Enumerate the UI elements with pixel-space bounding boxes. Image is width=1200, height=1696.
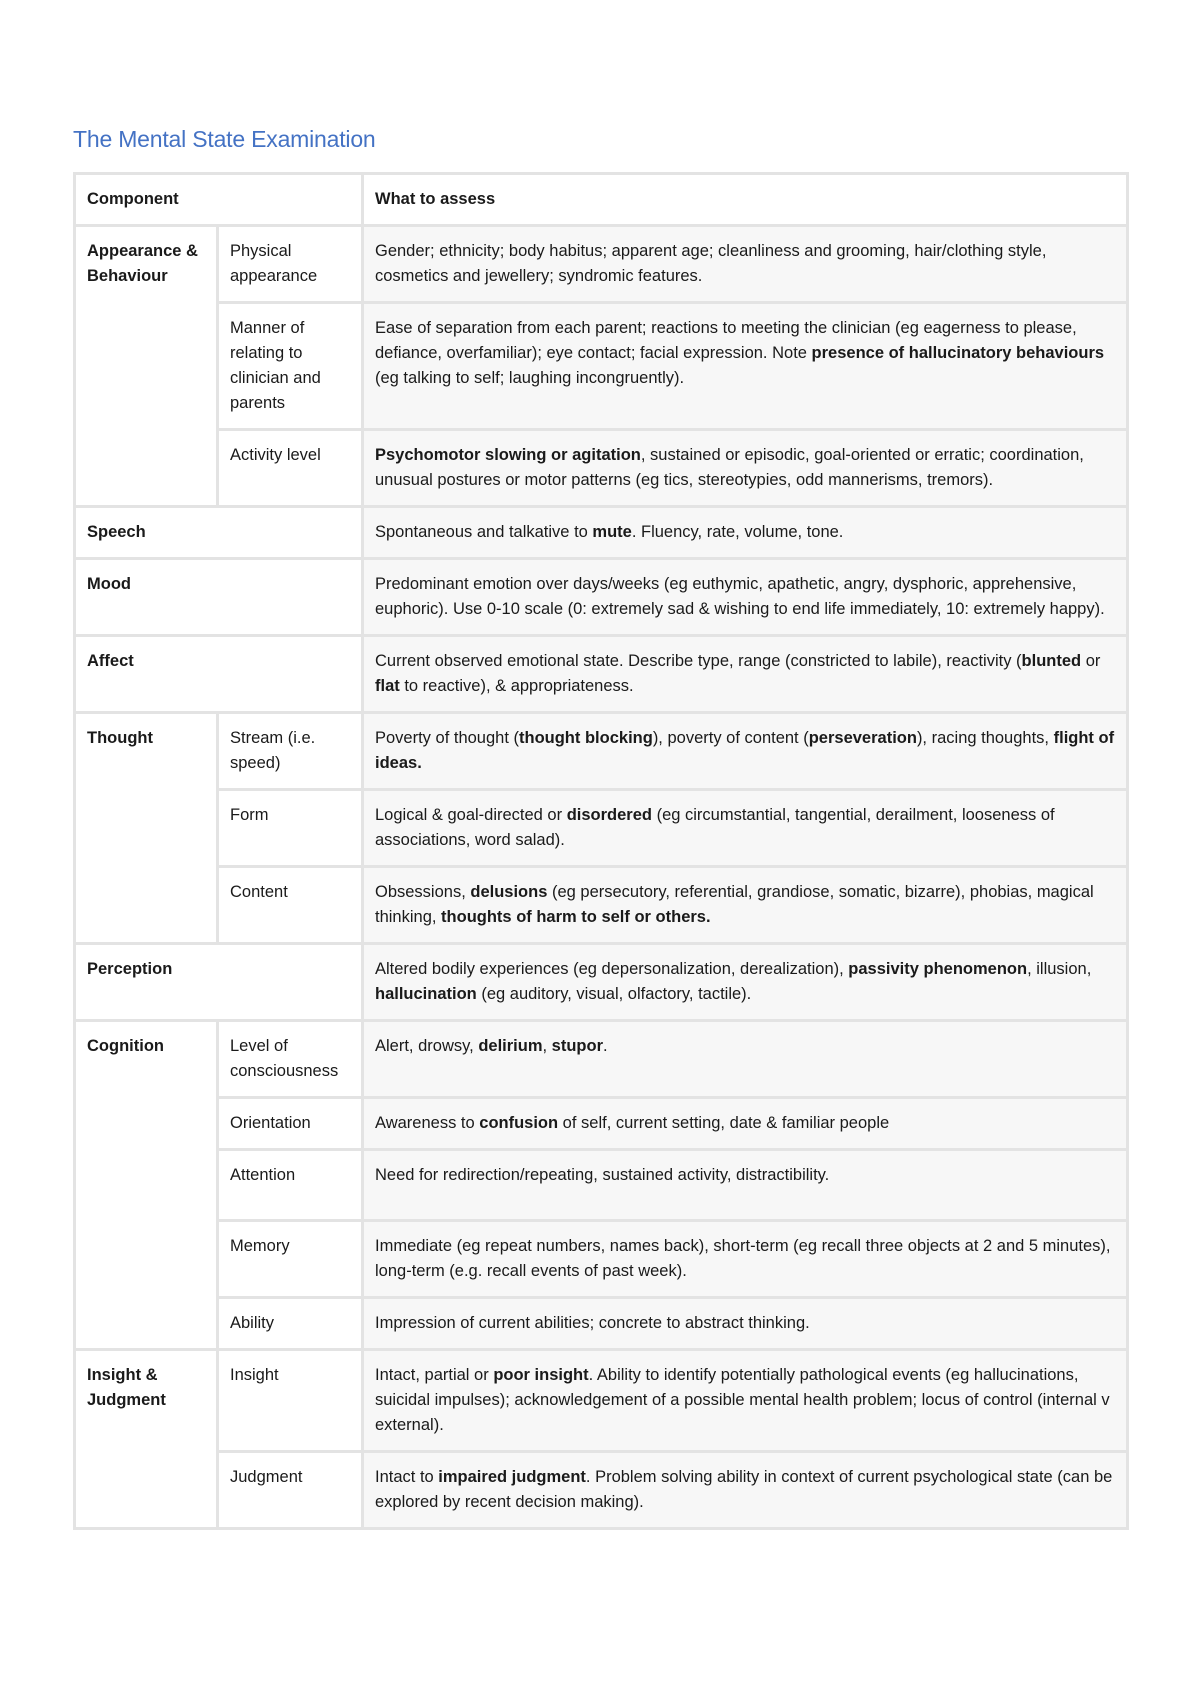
bold-term: thought blocking bbox=[519, 729, 653, 747]
bold-term: delirium bbox=[478, 1037, 543, 1055]
bold-term: stupor bbox=[551, 1037, 604, 1055]
assessment-description bbox=[363, 507, 1128, 559]
subcomponent-activity-level: Activity level bbox=[218, 430, 363, 507]
mse-table-body bbox=[75, 174, 1128, 1529]
text-segment: Need for redirection/repeating, sustained activity, distractibility. bbox=[375, 1166, 830, 1184]
text-segment: Predominant emotion over days/weeks (eg euthymic, apathetic, angry, dysphoric, apprehensive, euphoric). Use 0-10 scale (0: extremely sad & wishing to end life immediately, 10: extremely happy). bbox=[375, 575, 1105, 618]
assessment-description bbox=[363, 303, 1128, 430]
mse-table bbox=[73, 172, 1129, 1530]
bold-term: delusions bbox=[470, 883, 548, 901]
text-segment: Gender; ethnicity; body habitus; apparent age; cleanliness and grooming, hair/clothing style, cosmetics and jewellery; syndromic features. bbox=[375, 242, 1047, 285]
text-segment: . bbox=[603, 1037, 608, 1055]
bold-term: flat bbox=[375, 677, 400, 695]
assessment-description bbox=[363, 1350, 1128, 1452]
subcomponent-content: Content bbox=[218, 867, 363, 944]
bold-term: perseveration bbox=[808, 729, 917, 747]
assessment-description bbox=[363, 944, 1128, 1021]
table-row bbox=[75, 790, 1128, 867]
assessment-description bbox=[363, 636, 1128, 713]
bold-term: passivity phenomenon bbox=[848, 960, 1028, 978]
table-row bbox=[75, 226, 1128, 303]
subcomponent-form: Form bbox=[218, 790, 363, 867]
table-row bbox=[75, 507, 1128, 559]
table-row bbox=[75, 713, 1128, 790]
subcomponent-level-of-consciousness: Level of consciousness bbox=[218, 1021, 363, 1098]
text-segment: Intact, partial or bbox=[375, 1366, 494, 1384]
text-segment: Awareness to bbox=[375, 1114, 480, 1132]
assessment-description bbox=[363, 1150, 1128, 1221]
bold-term: poor insight bbox=[493, 1366, 589, 1384]
bold-term: mute bbox=[592, 523, 632, 541]
subcomponent-manner-of-relating-to-clinician-and-parents: Manner of relating to clinician and parents bbox=[218, 303, 363, 430]
subcomponent-memory: Memory bbox=[218, 1221, 363, 1298]
text-segment: Logical & goal-directed or bbox=[375, 806, 567, 824]
table-row bbox=[75, 1350, 1128, 1452]
bold-term: disordered bbox=[566, 806, 652, 824]
text-segment: (eg talking to self; laughing incongruently). bbox=[375, 369, 685, 387]
text-segment: (eg persecutory, referential, grandiose, somatic, bizarre), phobias, magical thinking, bbox=[375, 883, 1094, 926]
text-segment: . Ability to identify potentially pathological events (eg hallucinations, suicidal impulses); acknowledgement of a possible mental health problem; locus of control (internal v external). bbox=[375, 1366, 1110, 1434]
text-segment: Intact to bbox=[375, 1468, 439, 1486]
text-segment: Spontaneous and talkative to bbox=[375, 523, 593, 541]
assessment-description bbox=[363, 1452, 1128, 1529]
text-segment: to reactive), & appropriateness. bbox=[399, 677, 634, 695]
subcomponent-ability: Ability bbox=[218, 1298, 363, 1350]
text-segment: Impression of current abilities; concrete to abstract thinking. bbox=[375, 1314, 810, 1332]
text-segment: ), racing thoughts, bbox=[916, 729, 1054, 747]
text-segment: of self, current setting, date & familiar people bbox=[558, 1114, 890, 1132]
subcomponent-judgment: Judgment bbox=[218, 1452, 363, 1529]
bold-term: Psychomotor slowing or agitation bbox=[375, 446, 641, 464]
bold-term: blunted bbox=[1021, 652, 1082, 670]
text-segment: Immediate (eg repeat numbers, names back), short-term (eg recall three objects at 2 and 5 minutes), long-term (e.g. recall events of past week). bbox=[375, 1237, 1111, 1280]
assessment-description bbox=[363, 867, 1128, 944]
bold-term: impaired judgment bbox=[438, 1468, 586, 1486]
subcomponent-stream-i-e-speed: Stream (i.e. speed) bbox=[218, 713, 363, 790]
subcomponent-orientation: Orientation bbox=[218, 1098, 363, 1150]
text-segment: . Problem solving ability in context of current psychological state (can be explored by recent decision making). bbox=[375, 1468, 1113, 1511]
text-segment: Alert, drowsy, bbox=[375, 1037, 479, 1055]
text-segment: ), poverty of content ( bbox=[652, 729, 809, 747]
text-segment: (eg auditory, visual, olfactory, tactile). bbox=[476, 985, 752, 1003]
table-row bbox=[75, 1221, 1128, 1298]
assessment-description bbox=[363, 790, 1128, 867]
table-row bbox=[75, 944, 1128, 1021]
text-segment: Poverty of thought ( bbox=[375, 729, 519, 747]
text-segment: , bbox=[542, 1037, 552, 1055]
text-segment: , sustained or episodic, goal-oriented or erratic; coordination, unusual postures or motor patterns (eg tics, stereotypies, odd mannerisms, tremors). bbox=[375, 446, 1084, 489]
text-segment: , illusion, bbox=[1027, 960, 1092, 978]
table-row bbox=[75, 1021, 1128, 1098]
table-row bbox=[75, 303, 1128, 430]
category-thought: Thought bbox=[75, 713, 218, 944]
bold-term: confusion bbox=[479, 1114, 559, 1132]
text-segment: Obsessions, bbox=[375, 883, 471, 901]
category-speech: Speech bbox=[75, 507, 363, 559]
text-segment: (eg circumstantial, tangential, derailment, looseness of associations, word salad). bbox=[375, 806, 1055, 849]
category-insight-judgment: Insight & Judgment bbox=[75, 1350, 218, 1529]
header-component: Component bbox=[75, 174, 363, 226]
table-row bbox=[75, 559, 1128, 636]
assessment-description bbox=[363, 1098, 1128, 1150]
page-title: The Mental State Examination bbox=[73, 126, 376, 152]
category-perception: Perception bbox=[75, 944, 363, 1021]
assessment-description bbox=[363, 559, 1128, 636]
bold-term: flight of ideas. bbox=[375, 729, 1115, 772]
category-mood: Mood bbox=[75, 559, 363, 636]
text-segment: Current observed emotional state. Describe type, range (constricted to labile), reactivity ( bbox=[375, 652, 1022, 670]
table-row bbox=[75, 1298, 1128, 1350]
assessment-description bbox=[363, 1221, 1128, 1298]
category-cognition: Cognition bbox=[75, 1021, 218, 1350]
table-row bbox=[75, 1098, 1128, 1150]
assessment-description bbox=[363, 430, 1128, 507]
subcomponent-attention: Attention bbox=[218, 1150, 363, 1221]
bold-term: hallucination bbox=[375, 985, 477, 1003]
text-segment: or bbox=[1081, 652, 1101, 670]
text-segment: Ease of separation from each parent; reactions to meeting the clinician (eg eagerness to please, defiance, overfamiliar); eye contact; facial expression. Note bbox=[375, 319, 1077, 362]
assessment-description bbox=[363, 1021, 1128, 1098]
table-row bbox=[75, 867, 1128, 944]
assessment-description bbox=[363, 1298, 1128, 1350]
assessment-description bbox=[363, 226, 1128, 303]
header-what-to-assess: What to assess bbox=[363, 174, 1128, 226]
bold-term: thoughts of harm to self or others. bbox=[441, 908, 711, 926]
text-segment: . Fluency, rate, volume, tone. bbox=[631, 523, 844, 541]
category-affect: Affect bbox=[75, 636, 363, 713]
bold-term: presence of hallucinatory behaviours bbox=[811, 344, 1105, 362]
header-row bbox=[75, 174, 1128, 226]
subcomponent-insight: Insight bbox=[218, 1350, 363, 1452]
table-row bbox=[75, 430, 1128, 507]
text-segment: Altered bodily experiences (eg depersonalization, derealization), bbox=[375, 960, 849, 978]
table-row bbox=[75, 636, 1128, 713]
category-appearance-behaviour: Appearance & Behaviour bbox=[75, 226, 218, 507]
table-row bbox=[75, 1452, 1128, 1529]
table-row bbox=[75, 1150, 1128, 1221]
subcomponent-physical-appearance: Physical appearance bbox=[218, 226, 363, 303]
assessment-description bbox=[363, 713, 1128, 790]
